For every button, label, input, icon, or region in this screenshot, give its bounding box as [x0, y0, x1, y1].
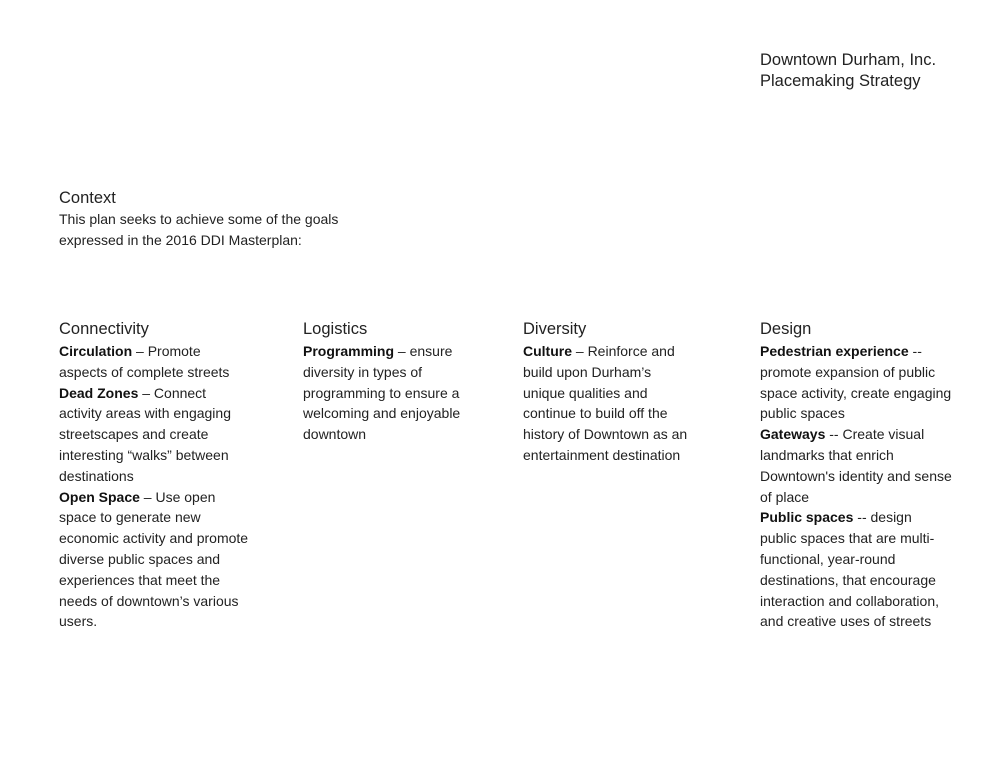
goal-item-circulation — [59, 341, 249, 383]
goal-item-dead-zones — [59, 383, 249, 487]
goal-term: Circulation — [59, 343, 133, 359]
column-heading: Logistics — [303, 320, 368, 338]
goal-text: -- promote expansion of public space activity, create engaging public spaces — [760, 343, 952, 422]
document-header — [760, 50, 936, 92]
org-name: Downtown Durham, Inc. — [760, 51, 937, 69]
column-connectivity — [59, 317, 249, 632]
goal-term: Pedestrian experience — [760, 343, 909, 359]
goal-term: Programming — [303, 343, 395, 359]
goal-text: – Connect activity areas with engaging streetscapes and create interesting “walks” between destinations — [59, 384, 231, 484]
goal-item-gateways — [760, 424, 952, 507]
column-heading: Diversity — [523, 320, 587, 338]
column-heading: Connectivity — [59, 320, 149, 338]
document-title: Placemaking Strategy — [760, 72, 921, 90]
goal-text: – Use open space to generate new economic activity and promote diverse public spaces and experiences that meet the needs of downtown’s various users. — [59, 488, 249, 630]
column-heading: Design — [760, 320, 812, 338]
goal-text: – Reinforce and build upon Durham’s unique qualities and continue to build off the history of Downtown as an entertainment destination — [523, 343, 688, 463]
goal-item-culture — [523, 341, 693, 466]
goal-text: -- Create visual landmarks that enrich Downtown's identity and sense of place — [760, 426, 952, 505]
goal-term: Dead Zones — [59, 384, 139, 401]
goal-text: – Promote aspects of complete streets — [59, 343, 230, 380]
context-section — [59, 187, 379, 251]
goal-text: -- design public spaces that are multi-functional, year-round destinations, that encourage interaction and collaboration, and creative uses of streets — [760, 509, 940, 630]
goal-term: Open Space — [59, 488, 140, 505]
goal-text: – ensure diversity in types of programming to ensure a welcoming and enjoyable downtown — [303, 343, 461, 443]
goal-item-open-space — [59, 487, 249, 633]
goal-item-public-spaces — [760, 507, 952, 632]
context-heading: Context — [59, 189, 116, 207]
goal-item-programming — [303, 341, 471, 445]
column-design — [760, 317, 952, 632]
goal-term: Gateways — [760, 426, 826, 443]
column-diversity — [523, 317, 693, 466]
context-body: This plan seeks to achieve some of the goals expressed in the 2016 DDI Masterplan: — [59, 211, 339, 248]
goal-item-pedestrian-experience — [760, 341, 952, 424]
goal-term: Public spaces — [760, 509, 854, 526]
column-logistics — [303, 317, 471, 445]
goal-term: Culture — [523, 343, 572, 359]
